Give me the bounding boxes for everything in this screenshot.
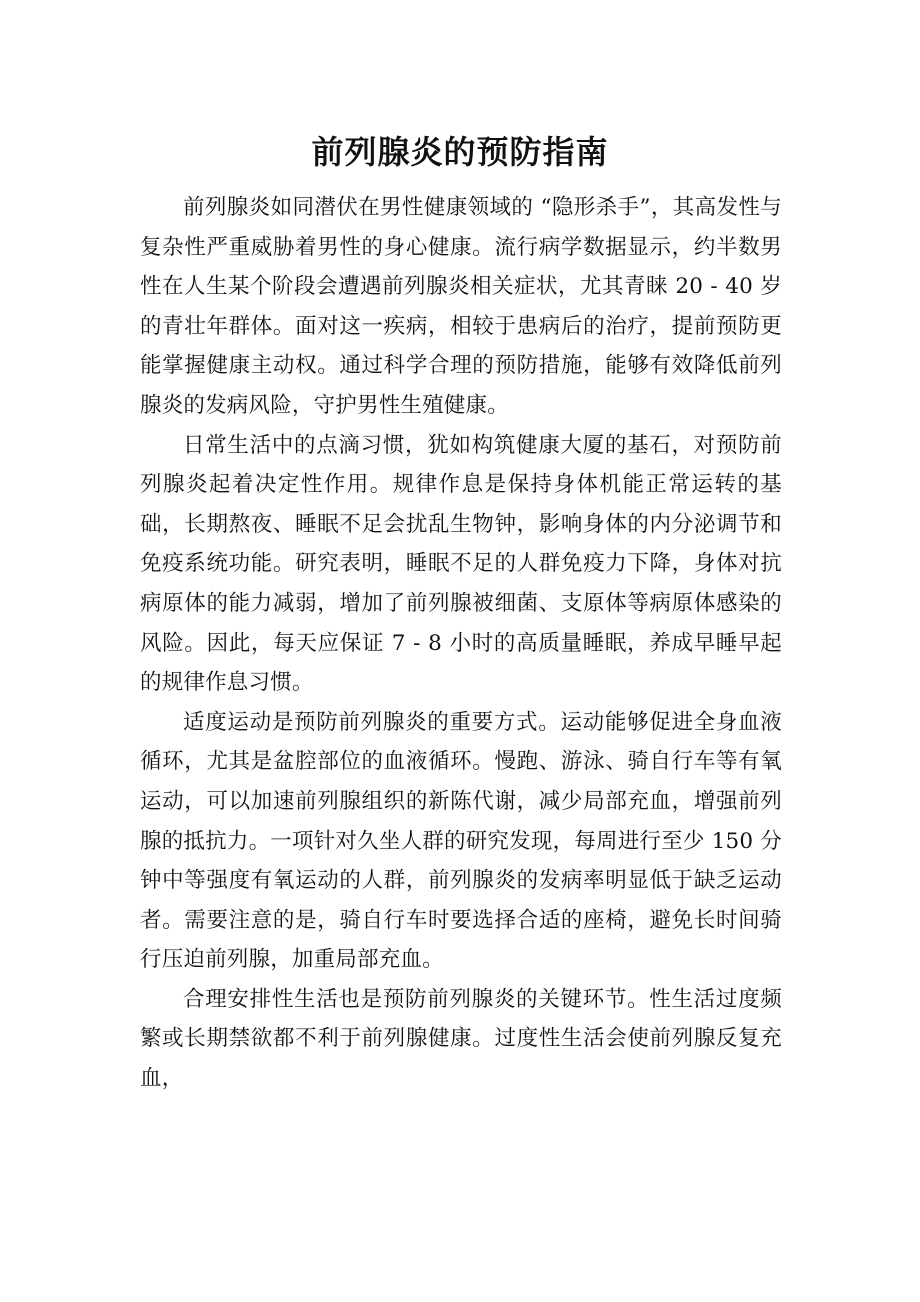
paragraph-sexual-health: 合理安排性生活也是预防前列腺炎的关键环节。性生活过度频繁或长期禁欲都不利于前列腺健康。过度性生活会使前列腺反复充血， bbox=[140, 986, 782, 1092]
paragraph-exercise: 适度运动是预防前列腺炎的重要方式。运动能够促进全身血液循环，尤其是盆腔部位的血液循环。慢跑、游泳、骑自行车等有氧运动，可以加速前列腺组织的新陈代谢，减少局部充血，增强前列腺的抵抗力。一项针对久坐人群的研究发现，每周进行至少 150 分钟中等强度有氧运动的人群，前列腺炎的发病率明显低于缺乏运动者。需要注意的是，骑自行车时要选择合适的座椅，避免长时间骑行压迫前列腺，加重局部充血。 bbox=[140, 709, 782, 973]
paragraph-intro: 前列腺炎如同潜伏在男性健康领域的 “隐形杀手”，其高发性与复杂性严重威胁着男性的身心健康。流行病学数据显示，约半数男性在人生某个阶段会遭遇前列腺炎相关症状，尤其青睐 20 - 40 岁的青壮年群体。面对这一疾病，相较于患病后的治疗，提前预防更能掌握健康主动权。通过科学合理的预防措施，能够有效降低前列腺炎的发病风险，守护男性生殖健康。 bbox=[140, 195, 782, 418]
document-title: 前列腺炎的预防指南 bbox=[311, 133, 609, 171]
document-body bbox=[140, 188, 782, 1099]
paragraph-daily-habits: 日常生活中的点滴习惯，犹如构筑健康大厦的基石，对预防前列腺炎起着决定性作用。规律作息是保持身体机能正常运转的基础，长期熬夜、睡眠不足会扰乱生物钟，影响身体的内分泌调节和免疫系统功能。研究表明，睡眠不足的人群免疫力下降，身体对抗病原体的能力减弱，增加了前列腺被细菌、支原体等病原体感染的风险。因此，每天应保证 7 - 8 小时的高质量睡眠，养成早睡早起的规律作息习惯。 bbox=[140, 432, 782, 696]
